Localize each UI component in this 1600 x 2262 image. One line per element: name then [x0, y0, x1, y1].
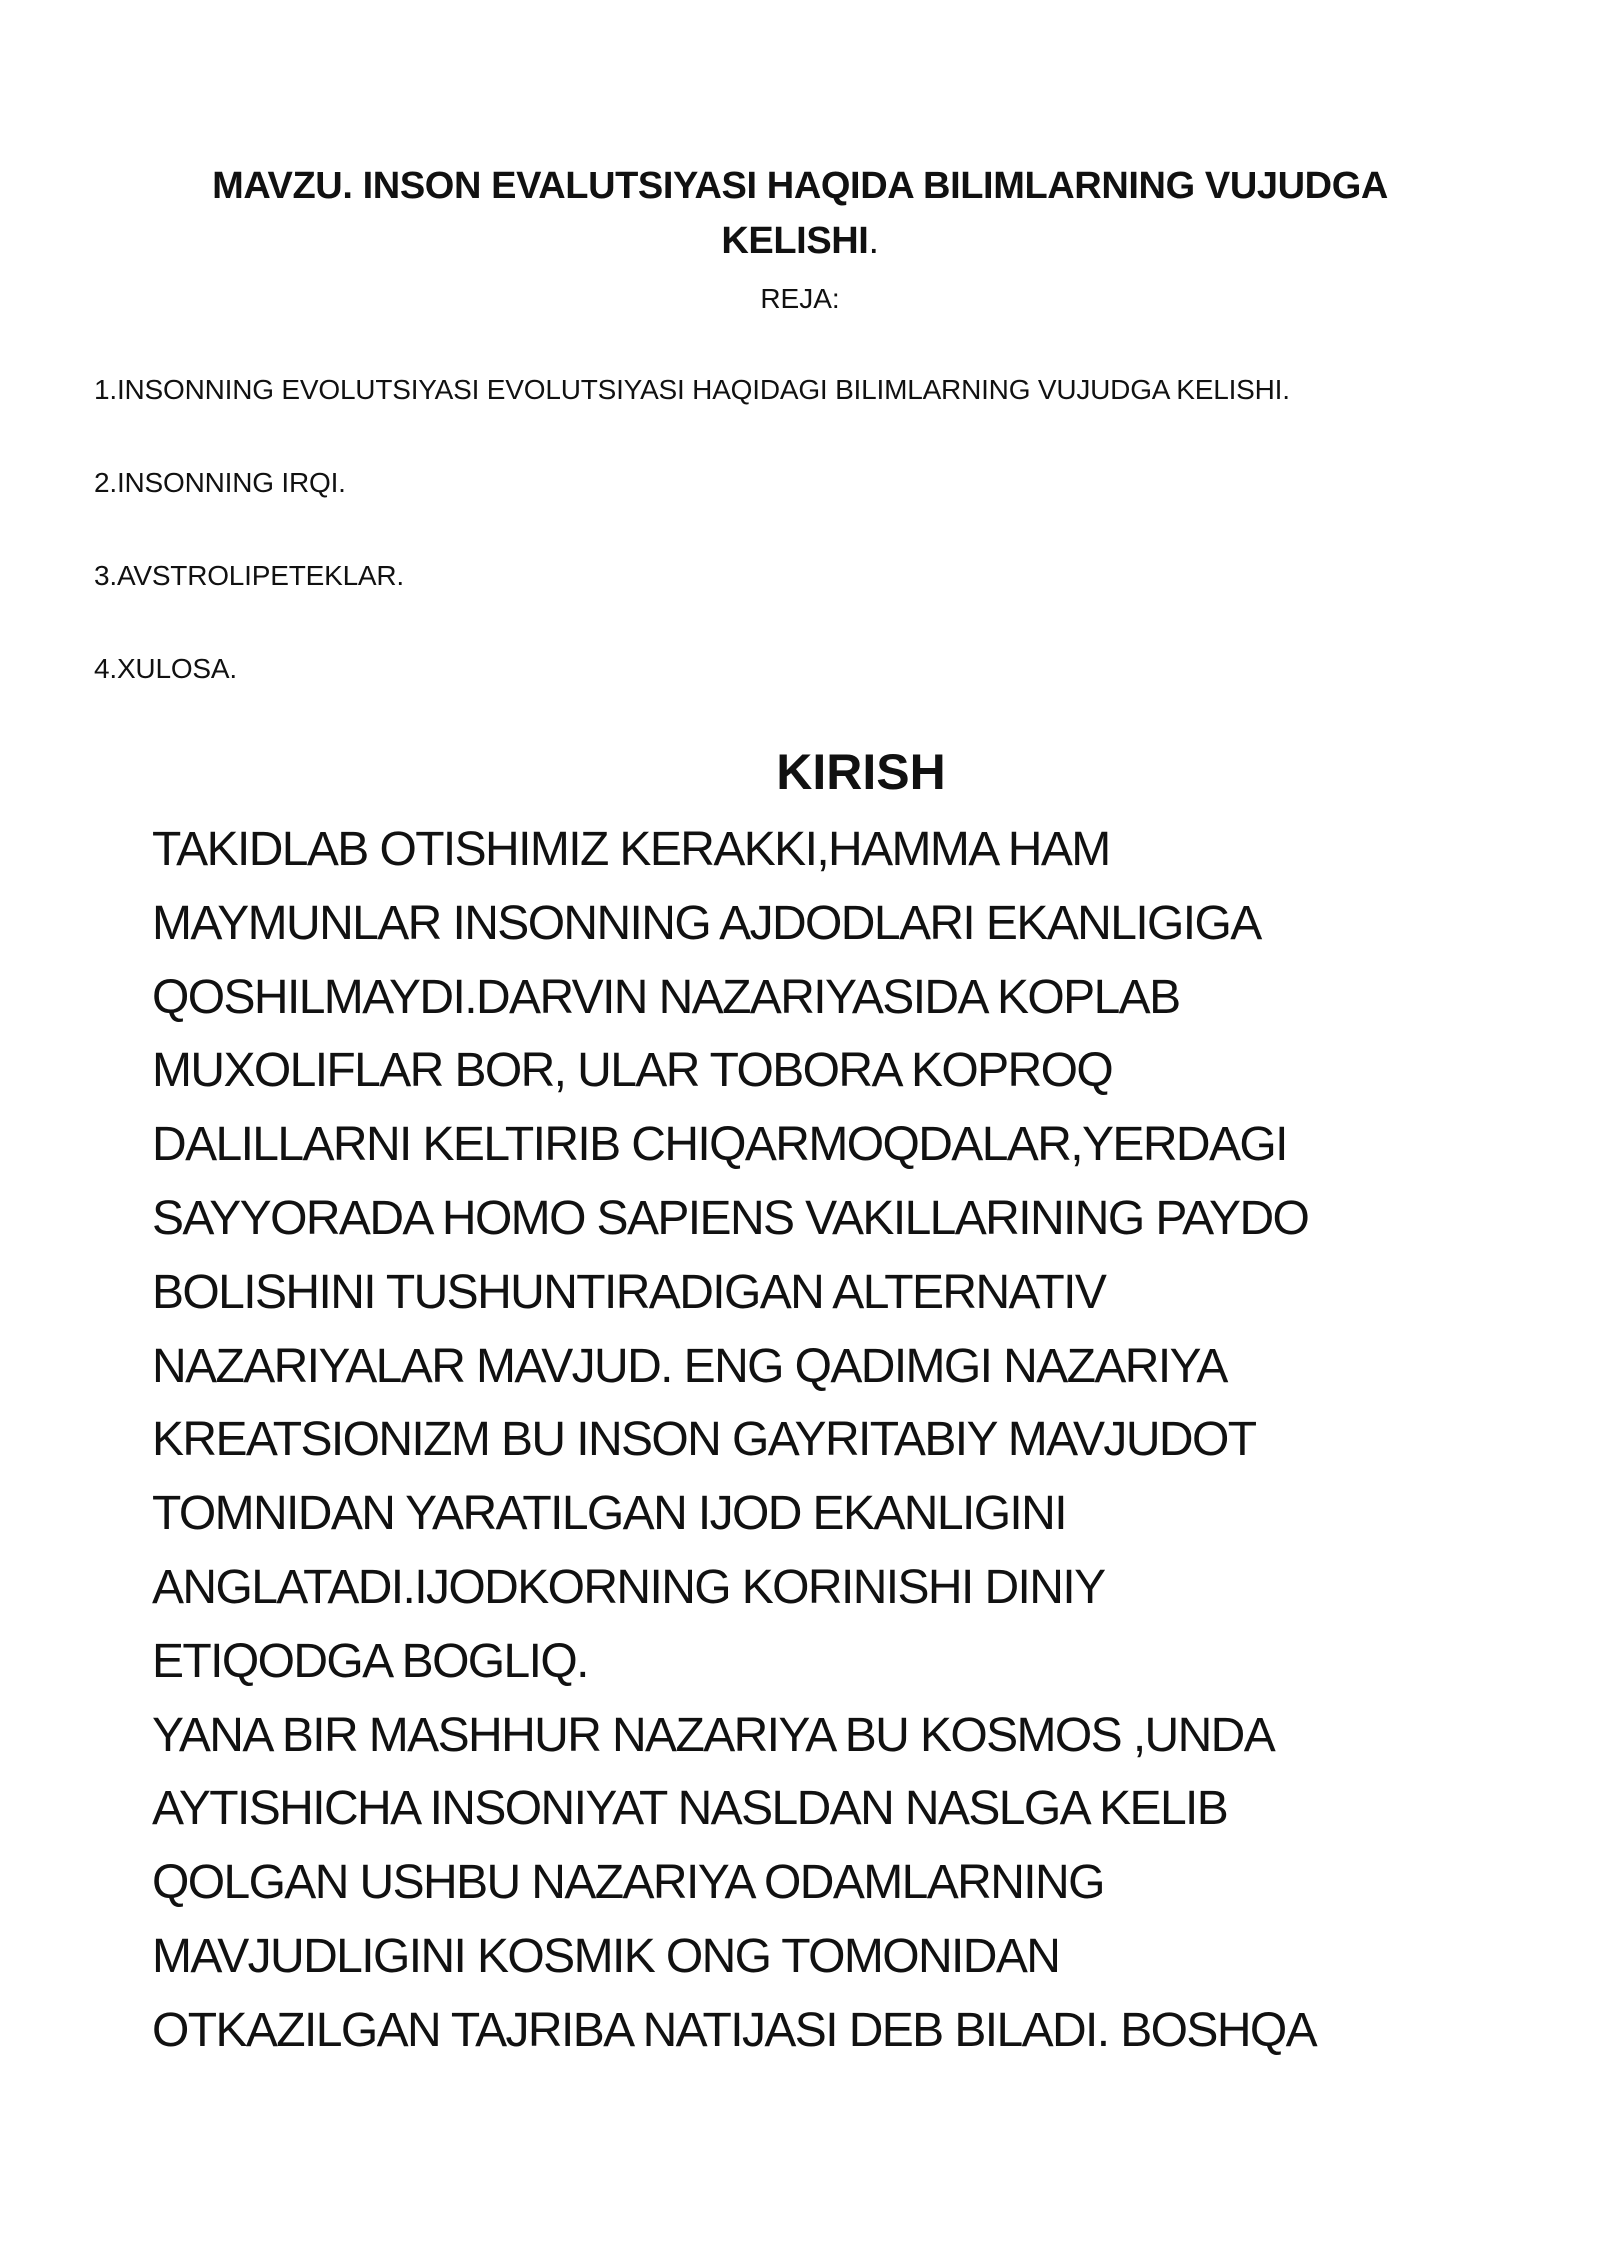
body-line: MAYMUNLAR INSONNING AJDODLARI EKANLIGIGA: [152, 896, 1261, 950]
document-title-line-1: MAVZU. INSON EVALUTSIYASI HAQIDA BILIMLARNING VUJUDGA: [212, 165, 1388, 207]
body-line: QOSHILMAYDI.DARVIN NAZARIYASIDA KOPLAB: [152, 970, 1180, 1024]
plan-item: 2.INSONNING IRQI.: [94, 467, 346, 498]
body-line: NAZARIYALAR MAVJUD. ENG QADIMGI NAZARIYA: [152, 1339, 1227, 1393]
plan-list: [94, 370, 1290, 742]
body-line: ETIQODGA BOGLIQ.: [152, 1634, 588, 1688]
plan-item: 1.INSONNING EVOLUTSIYASI EVOLUTSIYASI HAQIDAGI BILIMLARNING VUJUDGA KELISHI.: [94, 374, 1290, 405]
document-title-line-2: [90, 213, 1510, 269]
plan-item: 4.XULOSA.: [94, 653, 237, 684]
plan-item: 3.AVSTROLIPETEKLAR.: [94, 560, 405, 591]
body-paragraphs: [152, 813, 1316, 2068]
body-line: AYTISHICHA INSONIYAT NASLDAN NASLGA KELIB: [152, 1782, 1228, 1836]
body-line: DALILLARNI KELTIRIB CHIQARMOQDALAR,YERDAGI: [152, 1118, 1287, 1172]
body-line: ANGLATADI.IJODKORNING KORINISHI DINIY: [152, 1560, 1105, 1614]
body-line: TAKIDLAB OTISHIMIZ KERAKKI,HAMMA HAM: [152, 823, 1110, 876]
body-line: MUXOLIFLAR BOR, ULAR TOBORA KOPROQ: [152, 1044, 1113, 1098]
body-line: YANA BIR MASHHUR NAZARIYA BU KOSMOS ,UNDA: [152, 1708, 1275, 1762]
body-line: QOLGAN USHBU NAZARIYA ODAMLARNING: [152, 1856, 1104, 1910]
plan-heading: REJA:: [760, 283, 840, 314]
body-line: BOLISHINI TUSHUNTIRADIGAN ALTERNATIV: [152, 1265, 1106, 1319]
section-heading: KIRISH: [776, 744, 946, 800]
body-line: MAVJUDLIGINI KOSMIK ONG TOMONIDAN: [152, 1929, 1060, 1983]
body-line: TOMNIDAN YARATILGAN IJOD EKANLIGINI: [152, 1487, 1066, 1541]
document-title-line-2-period: .: [868, 220, 879, 262]
body-line: SAYYORADA HOMO SAPIENS VAKILLARINING PAYDO: [152, 1191, 1309, 1245]
body-line: KREATSIONIZM BU INSON GAYRITABIY MAVJUDOT: [152, 1413, 1256, 1467]
body-line: OTKAZILGAN TAJRIBA NATIJASI DEB BILADI. BOSHQA: [152, 2003, 1317, 2057]
document-title-line-2-text: KELISHI: [721, 220, 869, 262]
